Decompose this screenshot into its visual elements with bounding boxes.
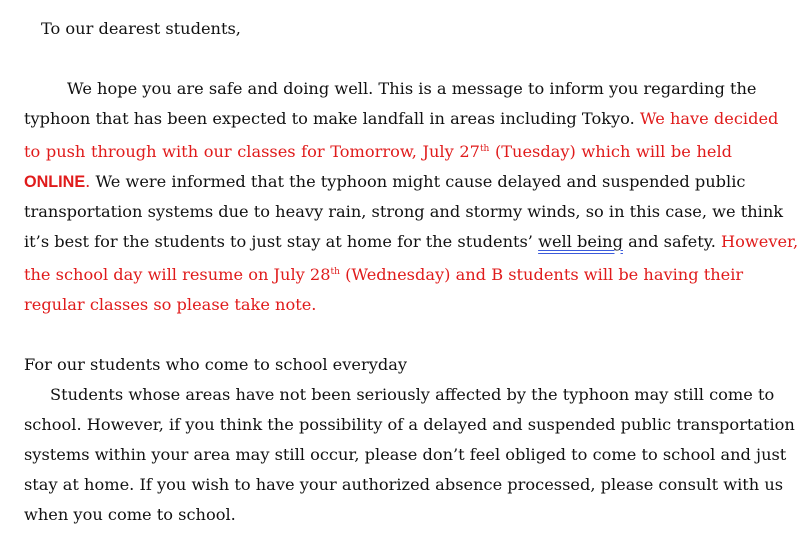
paragraph-1-line-7 <box>24 257 744 290</box>
p1-l4-punct: . <box>85 172 96 191</box>
paragraph-1-line-3 <box>24 134 732 167</box>
online-emphasis: ONLINE <box>24 173 86 191</box>
paragraph-1-line-1 <box>24 74 757 104</box>
paragraph-2-line-2 <box>24 410 795 440</box>
p1-l2-text: typhoon that has been expected to make landfall in areas including Tokyo. <box>24 109 640 128</box>
p1-l5-text: transportation systems due to heavy rain, strong and stormy winds, so in this case, we think <box>24 202 784 221</box>
paragraph-2-line-3 <box>24 440 787 470</box>
paragraph-1-line-8 <box>24 290 732 320</box>
paragraph-1-line-6 <box>24 227 798 257</box>
p2-l4-text: stay at home. If you wish to have your authorized absence processed, please consult with us <box>24 475 784 494</box>
paragraph-1-line-5 <box>24 197 784 227</box>
p1-l2-highlight: We have decided <box>639 109 779 128</box>
p2-l1-text: Students whose areas have not been seriously affected by the typhoon may still come to <box>50 385 775 404</box>
greeting: To our dearest students, <box>41 19 241 38</box>
p2-l5-text: when you come to school. <box>24 505 236 524</box>
paragraph-2-line-1 <box>24 380 775 410</box>
p2-l2-text: school. However, if you think the possibility of a delayed and suspended public transportation <box>24 415 795 434</box>
p1-l3-text-end: (Tuesday) which will be held <box>489 142 733 161</box>
paragraph-1-line-4 <box>24 167 746 197</box>
p1-l4-text: We were informed that the typhoon might cause delayed and suspended public <box>95 172 746 191</box>
p2-l3-text: systems within your area may still occur, please don’t feel obliged to come to school and just <box>24 445 787 464</box>
p1-l7-text-end: (Wednesday) and B students will be having their <box>339 265 744 284</box>
blank-line <box>24 44 732 74</box>
p1-l6-text-2: and safety. <box>622 232 722 251</box>
section-heading: For our students who come to school everyday <box>24 355 408 374</box>
p1-l6-text: it’s best for the students to just stay at home for the students’ <box>24 232 539 251</box>
paragraph-2-line-4 <box>24 470 784 500</box>
paragraph-1-line-2 <box>24 104 779 134</box>
p1-l7-text: the school day will resume on July 28 <box>24 265 331 284</box>
p1-l7-superscript: th <box>330 267 340 277</box>
well-being-spellcheck[interactable]: well being <box>538 232 623 251</box>
paragraph-2-line-5 <box>24 500 732 530</box>
blank-line <box>24 320 732 350</box>
p1-l8-text: regular classes so please take note. <box>24 295 317 314</box>
p1-l3-superscript: th <box>479 144 490 154</box>
p1-l6-highlight: However, <box>721 232 798 251</box>
p1-l3-text: to push through with our classes for Tomorrow, July 27 <box>24 142 480 161</box>
p1-l1-text: We hope you are safe and doing well. This is a message to inform you regarding the <box>67 79 757 98</box>
